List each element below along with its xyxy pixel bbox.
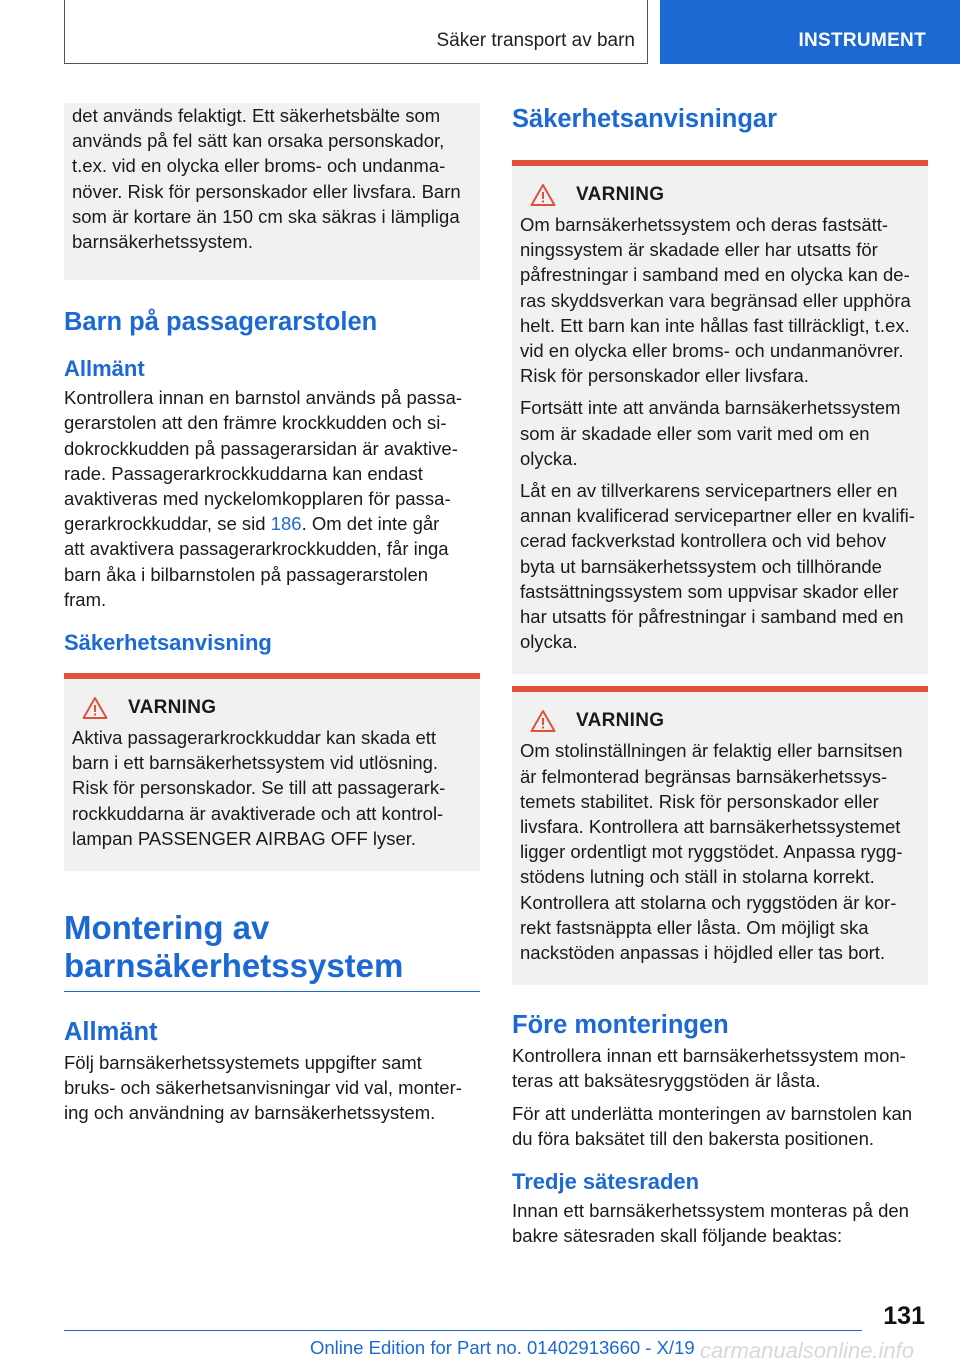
chapter-heading-line: barnsäkerhetssystem xyxy=(64,947,404,985)
warning-line: olycka. xyxy=(520,447,578,469)
warning-line: ningssystem är skadade eller har utsatts för xyxy=(520,239,878,261)
warning-box-airbag xyxy=(64,673,480,871)
heading-safety-note: Säkerhetsanvisning xyxy=(64,630,272,656)
general-paragraph xyxy=(64,385,480,612)
warning-line: temets stabilitet. Risk för personskador eller xyxy=(520,790,879,812)
warning-line: nackstöden anpassas i höjdled eller tas bort. xyxy=(520,942,886,964)
warning-line: fastsättningssystem som uppvisar skador eller xyxy=(520,580,899,602)
general-line: avaktiveras med nyckelomkopplaren för passa- xyxy=(64,488,451,510)
warning-paragraph xyxy=(520,212,920,388)
header-section-title: Säker transport av barn xyxy=(436,30,635,51)
ref-text-before: gerarkrockkuddar, se sid xyxy=(64,513,271,535)
general-line: gerarstolen att den främre krockkudden och si- xyxy=(64,412,447,434)
left-column xyxy=(64,103,480,1126)
third-row-paragraph xyxy=(512,1198,928,1248)
intro-line: növer. Risk för personskador eller livsfara. Barn xyxy=(72,180,461,202)
intro-note-box xyxy=(64,103,480,280)
third-row-line: Innan ett barnsäkerhetssystem monteras på den xyxy=(512,1200,909,1222)
heading-safety-instructions: Säkerhetsanvisningar xyxy=(512,105,778,133)
mounting-line: bruks- och säkerhetsanvisningar vid val, monter- xyxy=(64,1077,462,1099)
warning-line: barn i ett barnsäkerhetssystem vid utlösning. xyxy=(72,752,439,774)
heading-general-mounting: Allmänt xyxy=(64,1018,158,1047)
before-line: du föra baksätet till den bakersta positionen. xyxy=(512,1127,875,1149)
before-paragraph xyxy=(512,1101,928,1151)
warning-box-damaged-systems xyxy=(512,160,928,674)
chapter-heading-line: Montering av xyxy=(64,909,270,947)
general-line-with-ref xyxy=(64,511,480,536)
warning-line: Om barnsäkerhetssystem och deras fastsätt- xyxy=(520,214,889,235)
warning-line: Aktiva passagerarkrockkuddar kan skada ett xyxy=(72,727,437,749)
intro-line: som är kortare än 150 cm ska säkras i lämpliga xyxy=(72,205,460,227)
warning-line: har utsatts för påfrestningar i samband med en xyxy=(520,606,904,628)
warning-line: ras skyddsverkan vara begränsad eller upphöra xyxy=(520,289,911,311)
heading-child-passenger-seat: Barn på passagerarstolen xyxy=(64,308,378,337)
mounting-line: Följ barnsäkerhetssystemets uppgifter samt xyxy=(64,1052,422,1074)
header-chapter-title: INSTRUMENT xyxy=(798,30,926,51)
warning-line: Låt en av tillverkarens servicepartners eller en xyxy=(520,480,898,502)
general-line: fram. xyxy=(64,588,107,610)
warning-triangle-icon xyxy=(530,709,556,733)
intro-line: t.ex. vid en olycka eller broms- och undanma- xyxy=(72,155,446,177)
heading-before-mounting: Före monteringen xyxy=(512,1011,729,1040)
page-reference-link[interactable]: 186 xyxy=(270,513,302,535)
warning-line: rekt fastsnäppta eller låsta. Om möjligt ska xyxy=(520,916,869,938)
warning-label: VARNING xyxy=(576,710,665,732)
before-line: Kontrollera innan ett barnsäkerhetssystem mon- xyxy=(512,1045,906,1067)
intro-line: barnsäkerhetssystem. xyxy=(72,231,253,253)
warning-line: lampan PASSENGER AIRBAG OFF lyser. xyxy=(72,827,417,849)
before-line: teras att baksätesryggstöden är låsta. xyxy=(512,1070,821,1092)
warning-paragraph xyxy=(520,395,920,471)
general-line: att avaktivera passagerarkrockkudden, får inga xyxy=(64,538,449,560)
header-section-box xyxy=(64,0,648,64)
heading-general: Allmänt xyxy=(64,356,145,382)
intro-line: används på fel sätt kan orsaka personskador, xyxy=(72,130,445,152)
warning-label: VARNING xyxy=(128,697,217,719)
warning-line: byta ut barnsäkerhetssystem och tillhörande xyxy=(520,555,882,577)
right-column xyxy=(512,103,928,1249)
warning-header xyxy=(72,695,472,721)
warning-box-seat-adjustment xyxy=(512,686,928,985)
ref-text-after: . Om det inte går xyxy=(301,513,440,535)
warning-line: som är skadade eller som varit med om en xyxy=(520,422,870,444)
page-number: 131 xyxy=(883,1302,925,1330)
warning-header xyxy=(520,708,920,734)
warning-paragraph xyxy=(520,478,920,654)
warning-line: Om stolinställningen är felaktig eller barnsitsen xyxy=(520,740,903,762)
warning-triangle-icon xyxy=(82,696,108,720)
warning-line: rockkuddarna är avaktiverade och att kontrol- xyxy=(72,802,444,824)
mounting-paragraph xyxy=(64,1050,480,1126)
general-line: barn åka i bilbarnstolen på passagerarstolen xyxy=(64,563,429,585)
intro-line: det används felaktigt. Ett säkerhetsbälte som xyxy=(72,105,441,126)
header-chapter-tab[interactable] xyxy=(660,0,960,64)
warning-line: Risk för personskador eller livsfara. xyxy=(520,365,809,387)
footer-edition: Online Edition for Part no. 01402913660 - X/19 xyxy=(310,1337,695,1358)
warning-line: Kontrollera att stolarna och ryggstöden är kor- xyxy=(520,891,897,913)
before-line: För att underlätta monteringen av barnstolen kan xyxy=(512,1102,913,1124)
warning-triangle-icon xyxy=(530,183,556,207)
warning-line: är felmonterad begränsas barnsäkerhetssys- xyxy=(520,765,888,787)
heading-third-row: Tredje sätesraden xyxy=(512,1169,700,1195)
warning-line: livsfara. Kontrollera att barnsäkerhetssystemet xyxy=(520,816,901,838)
warning-line: Fortsätt inte att använda barnsäkerhetssystem xyxy=(520,397,901,419)
before-paragraph xyxy=(512,1043,928,1093)
warning-line: helt. Ett barn kan inte hållas fast tillräckligt, t.ex. xyxy=(520,314,910,336)
watermark-logo: carmanualsonline.info xyxy=(700,1338,915,1363)
footer-divider xyxy=(64,1330,862,1331)
warning-line: annan kvalificerad servicepartner eller en kvalifi- xyxy=(520,505,915,527)
general-line: rade. Passagerarkrockkuddarna kan endast xyxy=(64,462,423,484)
general-line: Kontrollera innan en barnstol används på passa- xyxy=(64,387,463,409)
warning-line: stödens lutning och ställ in stolarna korrekt. xyxy=(520,866,875,888)
warning-line: påfrestningar i samband med en olycka kan de- xyxy=(520,264,910,286)
warning-label: VARNING xyxy=(576,184,665,205)
general-line: dokrockkudden på passagerarsidan är avaktive- xyxy=(64,437,458,459)
warning-line: vid en olycka eller broms- och undanmanövrer. xyxy=(520,340,904,362)
warning-line: olycka. xyxy=(520,631,578,653)
warning-header xyxy=(520,182,920,208)
warning-line: ligger ordentligt mot ryggstödet. Anpassa rygg- xyxy=(520,841,903,863)
chapter-heading-mounting xyxy=(64,909,480,992)
mounting-line: ing och användning av barnsäkerhetssystem. xyxy=(64,1102,436,1124)
third-row-line: bakre sätesraden skall följande beaktas: xyxy=(512,1225,843,1247)
warning-line: cerad fackverkstad kontrollera och vid behov xyxy=(520,530,887,552)
warning-line: Risk för personskador. Se till att passagerark- xyxy=(72,777,446,799)
